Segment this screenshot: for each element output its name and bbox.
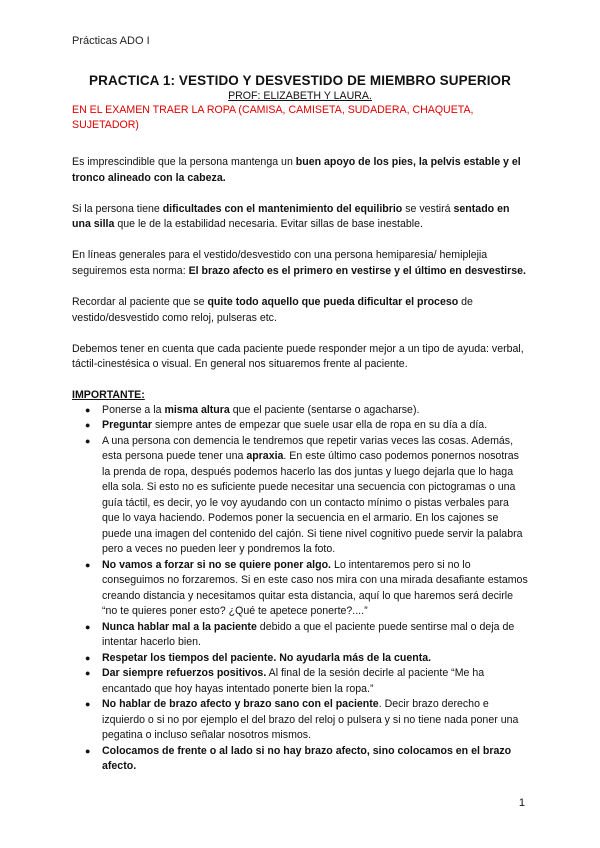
bullet-icon: ●: [85, 699, 91, 710]
paragraph-balance: Si la persona tiene dificultades con el mantenimiento del equilibrio se vestirá sentado en una silla que le de la estabilidad necesaria. Evitar sillas de base inestable.: [72, 202, 510, 231]
bullet-icon: ●: [85, 652, 91, 663]
page-number: 1: [518, 797, 525, 809]
page-header: Prácticas ADO I: [72, 35, 150, 47]
professor-line: PROF: ELIZABETH Y LAURA.: [228, 90, 372, 102]
paragraph-remove-items: Recordar al paciente que se quite todo aquello que pueda dificultar el proceso de vestido/desvestido como reloj, pulseras etc.: [72, 296, 473, 324]
bullet-icon: ●: [85, 559, 91, 570]
list-item: ● Nunca hablar mal a la paciente debido a que el paciente puede sentirse mal o deja de intentar hacerlo bien.: [85, 620, 515, 649]
paragraph-hemiplegia-rule: En líneas generales para el vestido/desvestido con una persona hemiparesia/ hemiplejia seguiremos esta norma: El brazo afecto es el primero en vestirse y el último en desvestirse.: [72, 249, 526, 277]
list-item: ● Preguntar siempre antes de empezar que suele usar ella de ropa en su día a día.: [102, 418, 528, 434]
document-body: [72, 72, 528, 775]
important-list: [72, 403, 528, 775]
bullet-icon: ●: [85, 404, 91, 415]
paragraph-help-type: Debemos tener en cuenta que cada paciente puede responder mejor a un tipo de ayuda: verbal, táctil-cinestésica o visual. En general nos situaremos frente al paciente.: [72, 342, 524, 371]
bullet-icon: ●: [85, 668, 91, 679]
list-item: ● Colocamos de frente o al lado si no hay brazo afecto, sino colocamos en el brazo afecto.: [85, 744, 512, 773]
bullet-icon: ●: [85, 745, 91, 756]
important-heading: IMPORTANTE:: [72, 388, 145, 401]
list-item: ● No hablar de brazo afecto y brazo sano con el paciente. Decir brazo derecho e izquierdo o si no por ejemplo el del brazo del reloj o pulsera y si no tiene nada poner una pegatina o incluso señalar nosotros mismos.: [85, 698, 519, 742]
list-item: ● Dar siempre refuerzos positivos. Al final de la sesión decirle al paciente “Me ha encantado que hoy hayas intentado ponerte bien la ropa.”: [85, 667, 485, 695]
bullet-icon: ●: [85, 621, 91, 632]
list-item: ● Ponerse a la misma altura que el paciente (sentarse o agacharse).: [102, 403, 528, 419]
list-item: ● Respetar los tiempos del paciente. No ayudarla más de la cuenta.: [102, 651, 528, 667]
document-title: PRACTICA 1: VESTIDO Y DESVESTIDO DE MIEMBRO SUPERIOR: [88, 73, 511, 88]
paragraph-support: Es imprescindible que la persona mantenga un buen apoyo de los pies, la pelvis estable y el tronco alineado con la cabeza.: [72, 156, 521, 184]
bullet-icon: ●: [85, 435, 91, 446]
exam-note: EN EL EXAMEN TRAER LA ROPA (CAMISA, CAMISETA, SUDADERA, CHAQUETA, SUJETADOR): [72, 104, 474, 131]
bullet-icon: ●: [85, 420, 91, 431]
list-item: ● No vamos a forzar si no se quiere poner algo. Lo intentaremos pero si no lo conseguimos no forzaremos. Si en este caso nos mira con una mirada desafiante estamos creando distancia y necesitamos quitar esta distancia, aquí lo que haremos será decirle “no te quieres poner esto? ¿Qué te apetece ponerte?....”: [85, 558, 528, 618]
list-item: ● A una persona con demencia le tendremos que repetir varias veces las cosas. Además, esta persona puede tener una apraxia. En este último caso podemos ponernos nosotras la prenda de ropa, después podemos hacerlo las dos juntas y luego dejarla que lo haga ella sola. Si esto no es suficiente puede necesitar una secuencia con pictogramas o una guía táctil, es decir, yo le voy ayudando con un contacto mínimo o pistas verbales para que lo vaya haciendo. Podemos poner la secuencia en el armario. En los cajones se puede una imagen del contenido del cajón. Si tiene nivel cognitivo puede servir la palabra pero a veces no pueden leer y pondremos la foto.: [85, 434, 523, 556]
